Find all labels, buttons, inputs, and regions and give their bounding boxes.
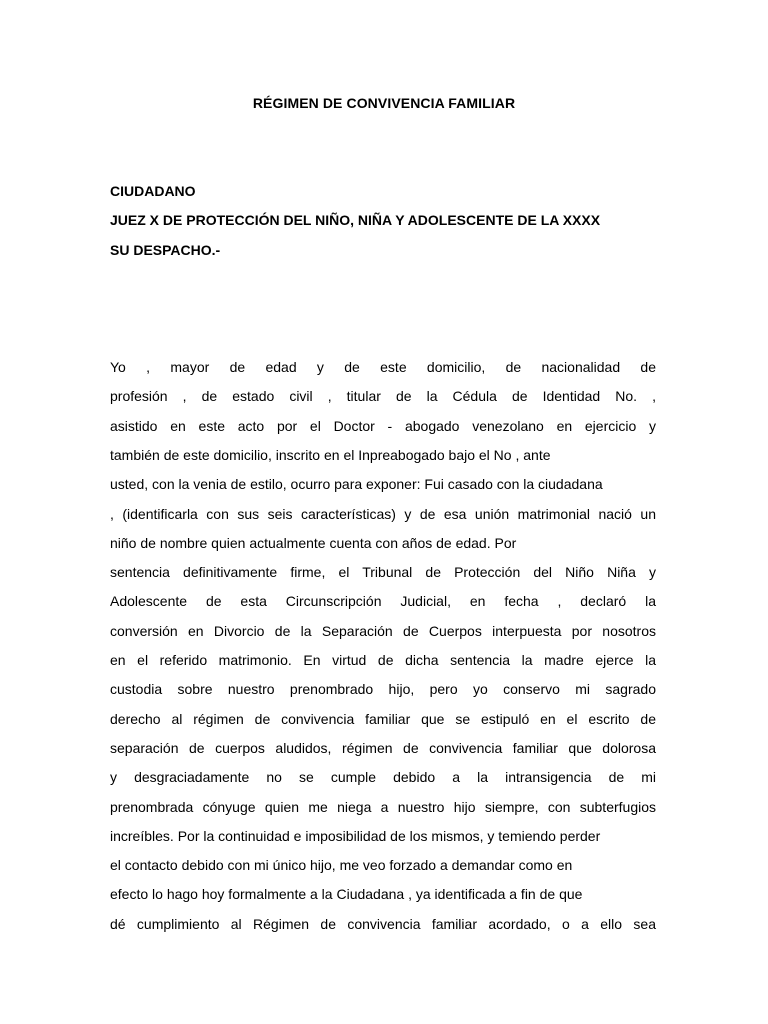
body-line: custodia sobre nuestro prenombrado hijo, pero yo conservo mi sagrado	[110, 681, 656, 697]
body-line: usted, con la venia de estilo, ocurro para exponer: Fui casado con la ciudadana	[110, 476, 603, 492]
body-line: el contacto debido con mi único hijo, me veo forzado a demandar como en	[110, 857, 573, 873]
address-line-despacho: SU DESPACHO.-	[110, 242, 221, 258]
body-line: profesión , de estado civil , titular de la Cédula de Identidad No. ,	[110, 388, 656, 404]
body-line: asistido en este acto por el Doctor - abogado venezolano en ejercicio y	[110, 418, 656, 434]
body-line: Adolescente de esta Circunscripción Judicial, en fecha , declaró la	[110, 593, 656, 609]
document-title: RÉGIMEN DE CONVIVENCIA FAMILIAR	[252, 95, 516, 111]
body-line: en el referido matrimonio. En virtud de dicha sentencia la madre ejerce la	[110, 652, 656, 668]
body-line: también de este domicilio, inscrito en el Inpreabogado bajo el No , ante	[110, 447, 551, 463]
body-line: separación de cuerpos aludidos, régimen de convivencia familiar que dolorosa	[110, 740, 656, 756]
body-line: , (identificarla con sus seis características) y de esa unión matrimonial nació un	[110, 506, 656, 522]
address-line-juez: JUEZ X DE PROTECCIÓN DEL NIÑO, NIÑA Y ADOLESCENTE DE LA XXXX	[110, 212, 601, 228]
body-line: derecho al régimen de convivencia familiar que se estipuló en el escrito de	[110, 711, 656, 727]
address-line-ciudadano: CIUDADANO	[110, 183, 196, 199]
body-line: niño de nombre quien actualmente cuenta con años de edad. Por	[110, 535, 517, 551]
body-line: prenombrada cónyuge quien me niega a nuestro hijo siempre, con subterfugios	[110, 799, 656, 815]
body-line: efecto lo hago hoy formalmente a la Ciudadana , ya identificada a fin de que	[110, 886, 583, 902]
body-line: y desgraciadamente no se cumple debido a la intransigencia de mi	[110, 769, 656, 785]
body-line: dé cumplimiento al Régimen de convivencia familiar acordado, o a ello sea	[110, 916, 656, 932]
body-line: Yo , mayor de edad y de este domicilio, de nacionalidad de	[110, 359, 656, 375]
body-line: increíbles. Por la continuidad e imposibilidad de los mismos, y temiendo perder	[110, 828, 601, 844]
body-line: conversión en Divorcio de la Separación de Cuerpos interpuesta por nosotros	[110, 623, 656, 639]
body-line: sentencia definitivamente firme, el Tribunal de Protección del Niño Niña y	[110, 564, 656, 580]
